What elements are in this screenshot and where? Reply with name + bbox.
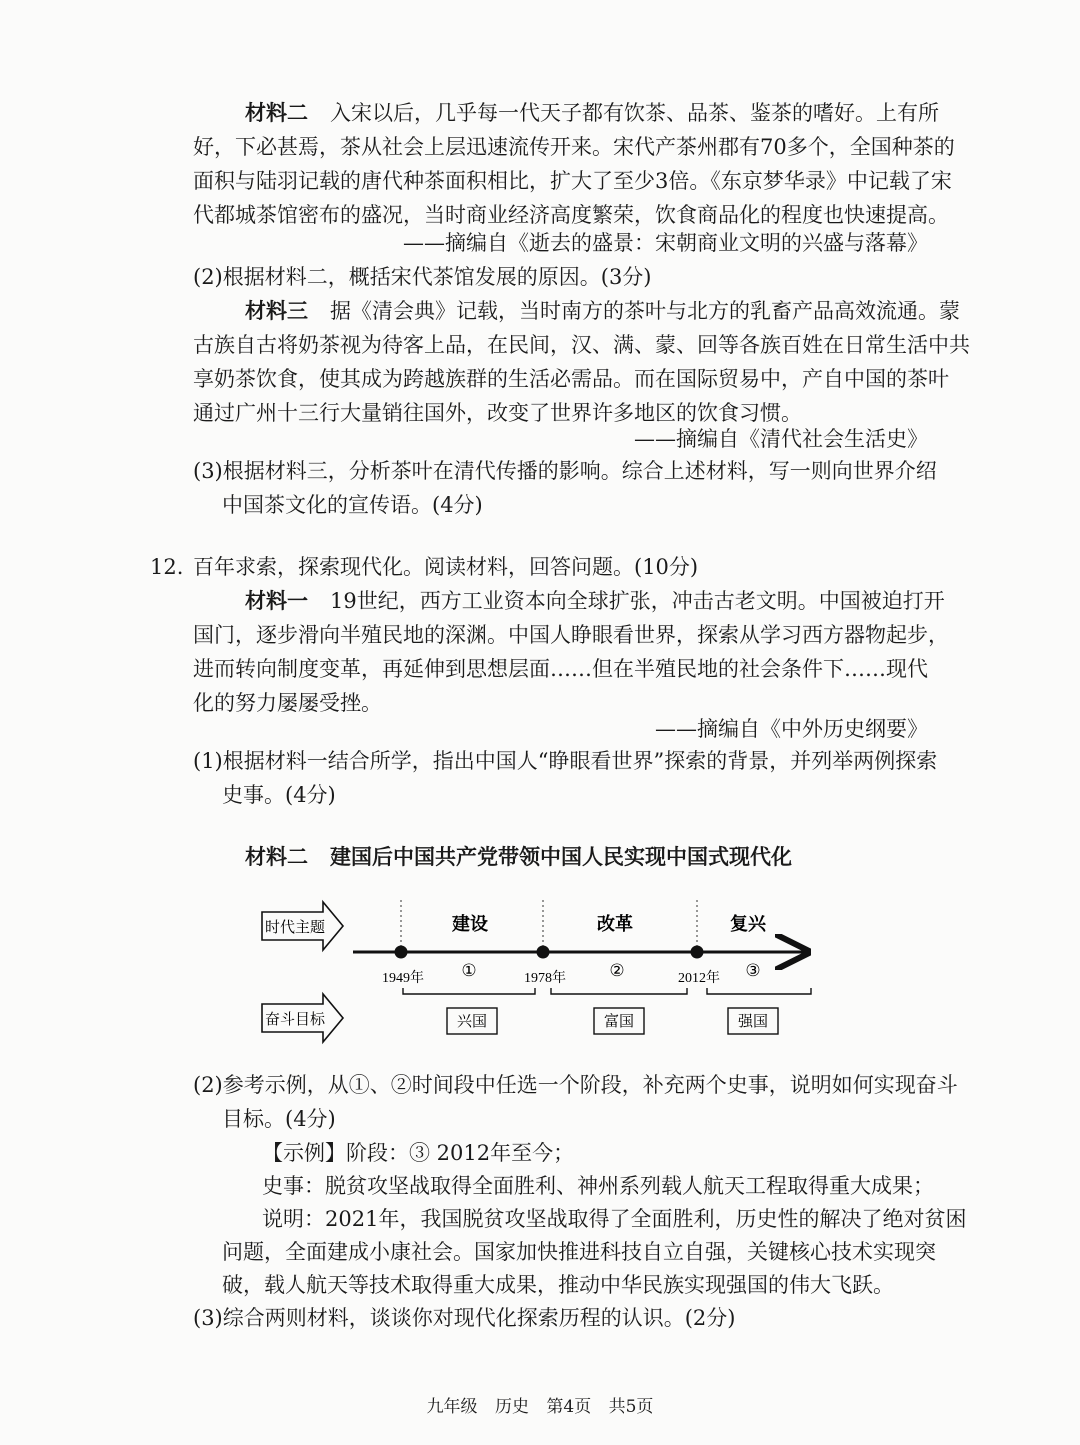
question-12-1-line-2: 史事。(4分) xyxy=(222,783,336,807)
question-12-2-line-2: 目标。(4分) xyxy=(222,1107,336,1131)
question-12-1-line-1: (1)根据材料一结合所学，指出中国人“睁眼看世界”探索的背景，并列举两例探索 xyxy=(193,749,938,773)
q12-material-one-line-2: 国门，逐步滑向半殖民地的深渊。中国人睁眼看世界，探索从学习西方器物起步， xyxy=(193,623,949,647)
material-three-line-1 xyxy=(245,296,960,326)
material-label: 材料一 xyxy=(245,588,308,613)
year-label-1949: 1949年 xyxy=(382,971,424,986)
point-2012 xyxy=(691,946,704,959)
era-label-1: 建设 xyxy=(452,914,488,934)
question-12-3: (3)综合两则材料，谈谈你对现代化探索历程的认识。(2分) xyxy=(193,1306,736,1330)
question-11-3-line-2: 中国茶文化的宣传语。(4分) xyxy=(222,493,483,517)
goal-label: 奋斗目标 xyxy=(264,1012,326,1028)
q12-material-one-line-3: 进而转向制度变革，再延伸到思想层面……但在半殖民地的社会条件下……现代 xyxy=(193,657,928,681)
bracket-period-1 xyxy=(403,988,535,994)
footer-grade: 九年级 xyxy=(426,1397,478,1417)
material-label: 材料三 xyxy=(245,298,308,323)
q12-material-two-heading xyxy=(245,842,792,872)
paragraph-text: 入宋以后，几乎每一代天子都有饮茶、品茶、鉴茶的嗜好。上有所 xyxy=(330,101,939,125)
era-label-2: 改革 xyxy=(597,914,633,934)
year-label-1978: 1978年 xyxy=(524,971,566,986)
footer-total: 共5页 xyxy=(608,1397,654,1417)
footer-page: 第4页 xyxy=(546,1397,592,1417)
example-line-2: 史事：脱贫攻坚战取得全面胜利、神州系列载人航天工程取得重大成果； xyxy=(262,1174,934,1198)
paragraph-text: 19世纪，西方工业资本向全球扩张，冲击古老文明。中国被迫打开 xyxy=(330,589,945,613)
material-three-line-4: 通过广州十三行大量销往国外，改变了世界许多地区的饮食习惯。 xyxy=(193,401,802,425)
q12-material-one-line-1 xyxy=(245,586,945,616)
year-label-2012: 2012年 xyxy=(678,971,720,986)
material-three-source: ——摘编自《清代社会生活史》 xyxy=(634,427,928,451)
material-two-title: 建国后中国共产党带领中国人民实现中国式现代化 xyxy=(330,844,792,869)
goal-arrow-shape xyxy=(262,994,343,1042)
material-label: 材料二 xyxy=(245,100,308,125)
material-two-q11-line-2: 好，下必甚焉，茶从社会上层迅速流传开来。宋代产茶州郡有70多个，全国种茶的 xyxy=(193,135,955,159)
question-11-3-line-1: (3)根据材料三，分析茶叶在清代传播的影响。综合上述材料，写一则向世界介绍 xyxy=(193,459,937,483)
theme-arrow-shape xyxy=(262,902,343,950)
material-three-line-2: 古族自古将奶茶视为待客上品，在民间，汉、满、蒙、回等各族百姓在日常生活中共 xyxy=(193,333,970,357)
example-line-3: 说明：2021年，我国脱贫攻坚战取得了全面胜利，历史性的解决了绝对贫困 xyxy=(262,1207,967,1231)
material-label: 材料二 xyxy=(245,844,308,869)
question-11-2: (2)根据材料二，概括宋代茶馆发展的原因。(3分) xyxy=(193,265,652,289)
q12-material-one-line-4: 化的努力屡屡受挫。 xyxy=(193,691,382,715)
footer-subject: 历史 xyxy=(494,1397,529,1417)
point-1949 xyxy=(395,946,408,959)
period-marker-2: ② xyxy=(609,961,625,981)
theme-label: 时代主题 xyxy=(264,920,326,936)
example-line-1: 【示例】阶段：③ 2012年至今； xyxy=(262,1141,575,1165)
goal-text-3: 强国 xyxy=(737,1014,769,1030)
era-label-3: 复兴 xyxy=(730,914,766,934)
bracket-period-2 xyxy=(551,988,687,994)
example-line-4: 问题，全面建成小康社会。国家加快推进科技自立自强，关键核心技术实现突 xyxy=(222,1240,936,1264)
material-three-line-3: 享奶茶饮食，使其成为跨越族群的生活必需品。而在国际贸易中，产自中国的茶叶 xyxy=(193,367,949,391)
material-two-q11-source: ——摘编自《逝去的盛景：宋朝商业文明的兴盛与落幕》 xyxy=(403,231,928,255)
page-footer xyxy=(0,1392,1080,1417)
modernization-timeline xyxy=(255,890,835,1050)
material-two-q11-line-3: 面积与陆羽记载的唐代种茶面积相比，扩大了至少3倍。《东京梦华录》中记载了宋 xyxy=(193,169,952,193)
example-line-5: 破，载人航天等技术取得重大成果，推动中华民族实现强国的伟大飞跃。 xyxy=(222,1273,894,1297)
question-12-title: 百年求索，探索现代化。阅读材料，回答问题。(10分) xyxy=(193,555,699,579)
goal-text-1: 兴国 xyxy=(456,1014,488,1030)
goal-text-2: 富国 xyxy=(603,1014,635,1030)
material-two-q11-line-4: 代都城茶馆密布的盛况，当时商业经济高度繁荣，饮食商品化的程度也快速提高。 xyxy=(193,203,949,227)
material-two-q11-line-1 xyxy=(245,98,939,128)
period-marker-3: ③ xyxy=(745,961,761,981)
question-12-2-line-1: (2)参考示例，从①、②时间段中任选一个阶段，补充两个史事，说明如何实现奋斗 xyxy=(193,1073,958,1097)
question-12-number: 12. xyxy=(150,555,184,579)
paragraph-text: 据《清会典》记载，当时南方的茶叶与北方的乳畜产品高效流通。蒙 xyxy=(330,299,960,323)
point-1978 xyxy=(537,946,550,959)
period-marker-1: ① xyxy=(461,961,477,981)
q12-material-one-source: ——摘编自《中外历史纲要》 xyxy=(655,717,928,741)
bracket-period-3 xyxy=(707,988,811,994)
